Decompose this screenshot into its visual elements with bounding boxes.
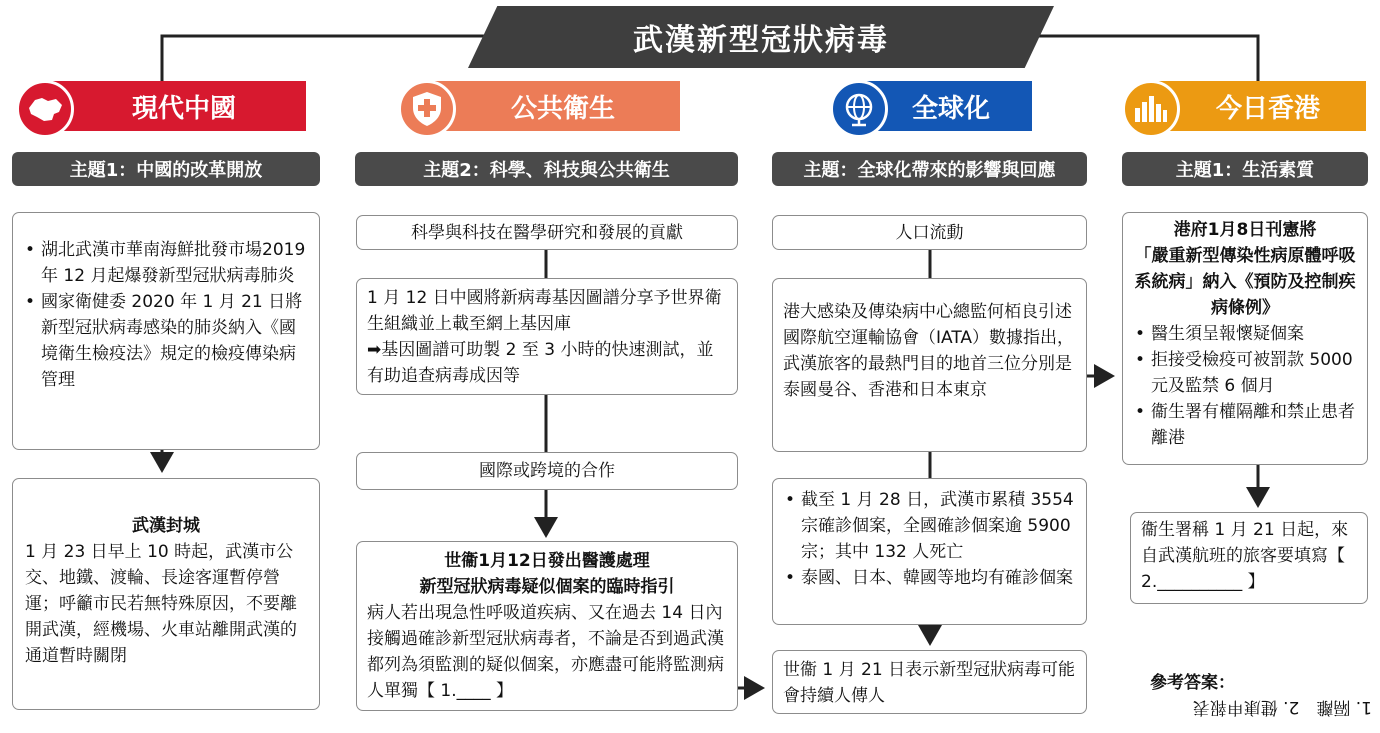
health-subtopic-cooperation: 國際或跨境的合作 — [356, 452, 738, 490]
theme-global: 主題：全球化帶來的影響與回應 — [772, 152, 1087, 186]
china-lockdown-box — [12, 478, 320, 710]
who-guideline-text: 病人若出現急性呼吸道疾病、又在過去 14 日內接觸過確診新型冠狀病毒者，不論是否到過武漢都列為須監測的疑似個案，亦應盡可能將監測病人單獨【 1.____ 】 — [367, 603, 724, 701]
header-global-label: 全球化 — [911, 93, 990, 124]
list-item: • 拒接受檢疫可被罰款 5000 元及監禁 6 個月 — [1133, 347, 1357, 399]
medical-shield-icon — [398, 80, 456, 138]
who-human-transmission-text: 世衞 1 月 21 日表示新型冠狀病毒可能會持續人傳人 — [783, 660, 1076, 706]
header-health-label: 公共衛生 — [510, 93, 615, 124]
answer-label: 參考答案： — [1150, 673, 1235, 693]
global-who-box — [772, 650, 1087, 714]
global-iata-box — [772, 278, 1087, 452]
lockdown-title: 武漢封城 — [132, 516, 200, 536]
main-title: 武漢新型冠狀病毒 — [633, 23, 889, 58]
global-cases-box — [772, 478, 1087, 625]
header-hk-label: 今日香港 — [1215, 93, 1320, 124]
health-who-box — [356, 541, 738, 711]
list-item: • 國家衛健委 2020 年 1 月 21 日將新型冠狀病毒感染的肺炎納入《國境衛生檢疫法》規定的檢疫傳染病管理 — [23, 289, 309, 393]
global-cases-list — [783, 487, 1076, 591]
list-item: • 截至 1 月 28 日，武漢市累積 3554 宗確診個案，全國確診個案逾 5900 宗；其中 132 人死亡 — [783, 487, 1076, 565]
health-subtopic-research: 科學與科技在醫學研究和發展的貢獻 — [356, 215, 738, 250]
gazette-title-1: 港府1月8日刊憲將 — [1173, 220, 1317, 240]
hk-health-dept-box — [1130, 512, 1368, 604]
health-declaration-text: 衞生署稱 1 月 21 日起，來自武漢航班的旅客要填寫【 2.__________ 】 — [1141, 520, 1349, 592]
list-item: • 泰國、日本、韓國等地均有確診個案 — [783, 565, 1076, 591]
globe-icon — [830, 80, 888, 138]
genome-text: 1 月 12 日中國將新病毒基因圖譜分享予世界衛生組織並上載至網上基因庫 — [367, 288, 722, 334]
header-china-label: 現代中國 — [131, 93, 236, 124]
theme-china: 主題1：中國的改革開放 — [12, 152, 320, 186]
iata-text: 港大感染及傳染病中心總監何栢良引述國際航空運輸協會（IATA）數據指出，武漢旅客的最熱門目的地首三位分別是泰國曼谷、香港和日本東京 — [783, 302, 1075, 400]
lockdown-text: 1 月 23 日早上 10 時起，武漢市公交、地鐵、渡輪、長途客運暫停營運；呼籲市民若無特殊原因，不要離開武漢，經機場、火車站離開武漢的通道暫時關閉 — [25, 542, 297, 666]
gazette-title-2: 「嚴重新型傳染性病原體呼吸系統病」納入《預防及控制疾病條例》 — [1134, 246, 1356, 318]
hk-skyline-icon — [1122, 80, 1180, 138]
who-title-1: 世衞1月12日發出醫護處理 — [444, 551, 650, 571]
china-map-icon — [16, 80, 74, 138]
header-health — [426, 81, 680, 131]
theme-health: 主題2：科學、科技與公共衛生 — [355, 152, 738, 186]
who-title-2: 新型冠狀病毒疑似個案的臨時指引 — [419, 577, 675, 597]
genome-test-text: ➡基因圖譜可助製 2 至 3 小時的快速測試，並有助追查病毒成因等 — [367, 340, 714, 386]
hk-gazette-box — [1122, 212, 1368, 465]
header-hk — [1150, 81, 1366, 131]
global-subtopic-migration: 人口流動 — [772, 215, 1087, 250]
health-genome-box — [356, 278, 738, 395]
list-item: • 醫生須呈報懷疑個案 — [1133, 321, 1357, 347]
gazette-list — [1133, 321, 1357, 451]
answer-text: 1. 隔離 2. 健康申報表 — [1192, 697, 1372, 717]
theme-hk: 主題1：生活素質 — [1122, 152, 1368, 186]
reference-answer — [1150, 668, 1372, 722]
header-china — [42, 81, 306, 131]
china-outbreak-box — [12, 212, 320, 450]
list-item: • 衞生署有權隔離和禁止患者離港 — [1133, 399, 1357, 451]
china-outbreak-list — [23, 237, 309, 393]
list-item: • 湖北武漢市華南海鮮批發市場2019 年 12 月起爆發新型冠狀病毒肺炎 — [23, 237, 309, 289]
